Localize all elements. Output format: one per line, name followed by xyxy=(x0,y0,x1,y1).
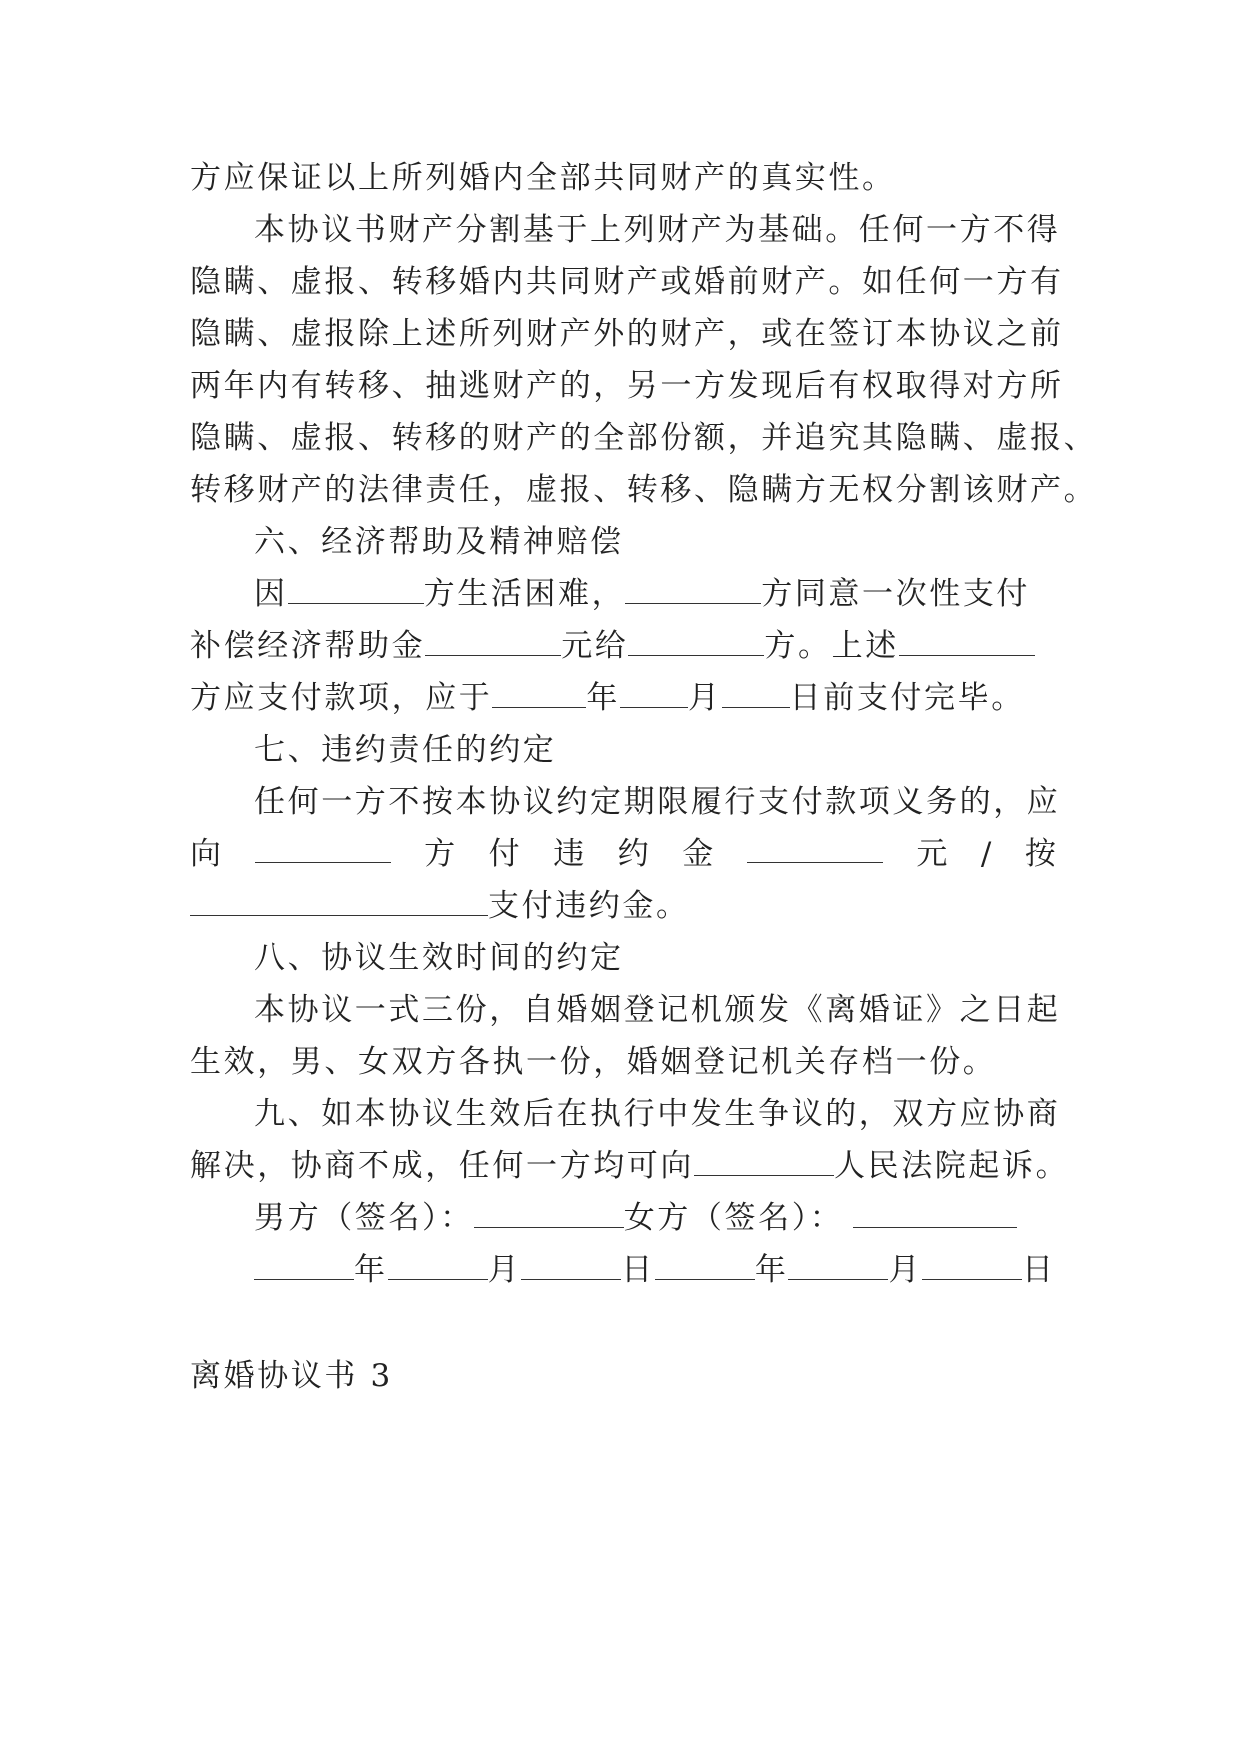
justified-line xyxy=(190,834,1056,874)
text-fragment: 月 xyxy=(688,680,722,716)
paragraph-line: 本协议一式三份，自婚姻登记机颁发《离婚证》之日起 xyxy=(254,992,1061,1028)
fill-blank[interactable] xyxy=(620,679,688,708)
fill-blank[interactable] xyxy=(388,1251,488,1280)
paragraph-line xyxy=(190,678,1025,718)
text-fragment: 解决，协商不成，任何一方均可向 xyxy=(190,1148,694,1184)
text-fragment: 日 xyxy=(1022,1252,1056,1288)
fill-blank[interactable] xyxy=(747,834,883,863)
paragraph-line: 本协议书财产分割基于上列财产为基础。任何一方不得 xyxy=(254,212,1061,248)
fill-blank[interactable] xyxy=(492,679,586,708)
fill-blank[interactable] xyxy=(655,1251,755,1280)
text-fragment: 人民法院起诉。 xyxy=(834,1148,1070,1184)
text-fragment: 向 xyxy=(190,836,221,872)
text-fragment: 补偿经济帮助金 xyxy=(190,628,426,664)
fill-blank[interactable] xyxy=(788,1251,888,1280)
signature-line xyxy=(254,1198,1017,1238)
text-fragment: 月 xyxy=(888,1252,923,1288)
section-heading: 七、违约责任的约定 xyxy=(254,732,557,768)
text-fragment: / xyxy=(980,836,992,872)
text-fragment: 元 xyxy=(916,836,948,872)
text-fragment: 方同意一次性支付 xyxy=(761,576,1031,612)
fill-blank[interactable] xyxy=(899,627,1035,656)
text-fragment: 因 xyxy=(254,576,288,612)
paragraph-line xyxy=(190,1146,1069,1186)
fill-blank[interactable] xyxy=(255,834,391,863)
text-fragment: 方生活困难， xyxy=(423,576,626,612)
paragraph-line: 两年内有转移、抽逃财产的，另一方发现后有权取得对方所 xyxy=(190,368,1064,404)
male-signature-label: 男方（签名）： xyxy=(254,1200,474,1236)
fill-blank[interactable] xyxy=(694,1147,834,1176)
female-signature-field[interactable] xyxy=(853,1199,1017,1228)
fill-blank[interactable] xyxy=(628,627,764,656)
text-fragment: 按 xyxy=(1024,836,1056,872)
text-fragment: 方。上述 xyxy=(764,628,899,664)
text-fragment: 日前支付完毕。 xyxy=(789,680,1025,716)
fill-blank[interactable] xyxy=(521,1251,621,1280)
paragraph-line: 转移财产的法律责任，虚报、转移、隐瞒方无权分割该财产。 xyxy=(190,472,1098,508)
paragraph-line: 隐瞒、虚报、转移婚内共同财产或婚前财产。如任何一方有 xyxy=(190,264,1064,300)
section-heading: 八、协议生效时间的约定 xyxy=(254,940,624,976)
paragraph-line: 生效，男、女双方各执一份，婚姻登记机关存档一份。 xyxy=(190,1044,997,1080)
text-fragment: 日 xyxy=(621,1252,655,1288)
fill-blank[interactable] xyxy=(425,627,561,656)
text-fragment: 年 xyxy=(754,1252,789,1288)
text-fragment: 年 xyxy=(354,1252,388,1288)
paragraph-line: 隐瞒、虚报除上述所列财产外的财产，或在签订本协议之前 xyxy=(190,316,1064,352)
text-fragment: 支付违约金。 xyxy=(488,888,690,924)
date-line xyxy=(254,1250,1056,1290)
section-heading: 六、经济帮助及精神赔偿 xyxy=(254,524,624,560)
text-fragment: 付 xyxy=(488,836,520,872)
fill-blank[interactable] xyxy=(722,679,790,708)
fill-blank[interactable] xyxy=(288,575,424,604)
fill-blank[interactable] xyxy=(922,1251,1022,1280)
paragraph-line: 隐瞒、虚报、转移的财产的全部份额，并追究其隐瞒、虚报、 xyxy=(190,420,1098,456)
section-title: 离婚协议书 3 xyxy=(190,1358,393,1394)
male-signature-field[interactable] xyxy=(474,1199,624,1228)
text-fragment: 约 xyxy=(617,836,649,872)
paragraph-line xyxy=(254,574,1030,614)
paragraph-line: 方应保证以上所列婚内全部共同财产的真实性。 xyxy=(190,160,896,196)
text-fragment: 年 xyxy=(586,680,621,716)
fill-blank[interactable] xyxy=(190,887,488,916)
paragraph-line: 九、如本协议生效后在执行中发生争议的，双方应协商 xyxy=(254,1096,1061,1132)
text-fragment: 金 xyxy=(682,836,714,872)
paragraph-line xyxy=(190,886,690,926)
fill-blank[interactable] xyxy=(254,1251,354,1280)
text-fragment: 月 xyxy=(487,1252,522,1288)
fill-blank[interactable] xyxy=(625,575,761,604)
paragraph-line xyxy=(190,626,1035,666)
text-fragment: 方应支付款项，应于 xyxy=(190,680,493,716)
female-signature-label: 女方（签名）： xyxy=(623,1200,844,1236)
text-fragment: 违 xyxy=(553,836,585,872)
text-fragment: 元给 xyxy=(561,628,629,664)
text-fragment: 方 xyxy=(424,836,456,872)
paragraph-line: 任何一方不按本协议约定期限履行支付款项义务的，应 xyxy=(254,784,1061,820)
